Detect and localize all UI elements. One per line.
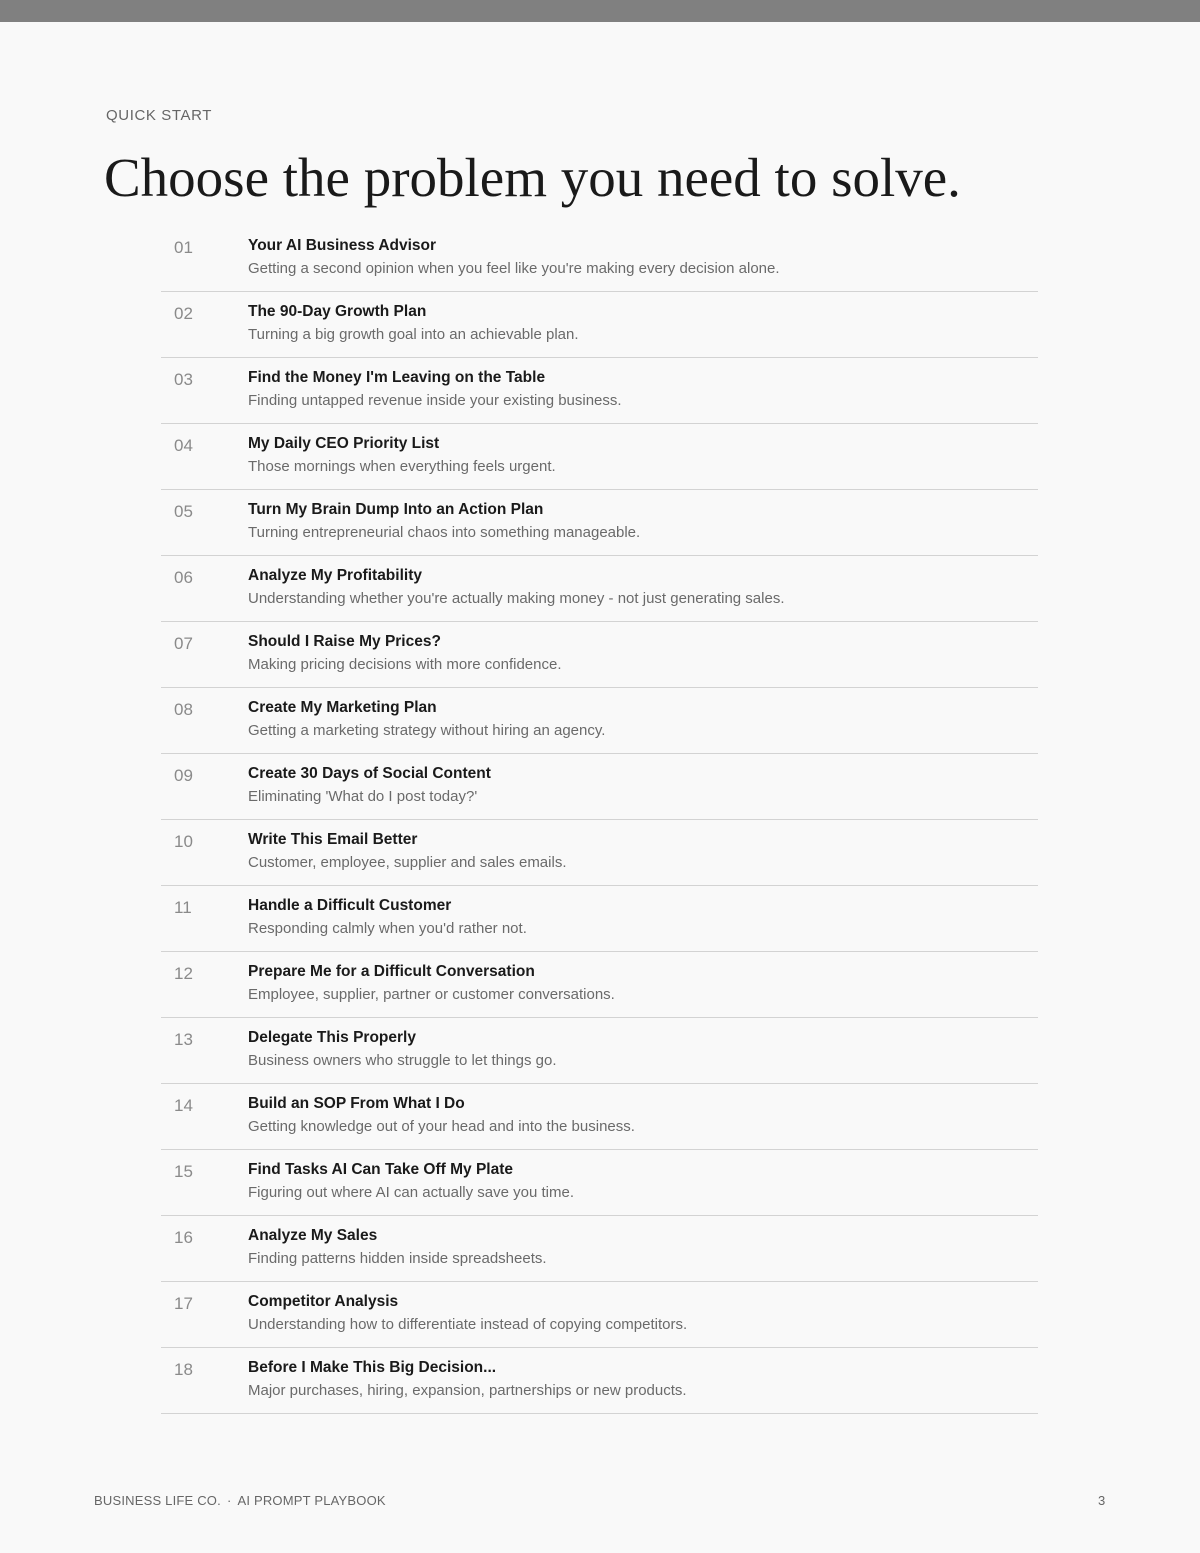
list-item[interactable]	[161, 556, 1038, 622]
item-number: 18	[174, 1360, 193, 1379]
item-title: Create My Marketing Plan	[248, 699, 437, 716]
item-number: 02	[174, 304, 193, 323]
list-item[interactable]	[161, 358, 1038, 424]
item-description: Figuring out where AI can actually save you time.	[248, 1184, 575, 1201]
item-description: Finding patterns hidden inside spreadsheets.	[248, 1250, 547, 1267]
item-title: Competitor Analysis	[248, 1293, 399, 1310]
list-item[interactable]	[161, 886, 1038, 952]
problem-list	[161, 226, 1038, 1414]
item-description: Getting a second opinion when you feel like you're making every decision alone.	[248, 260, 780, 277]
item-number: 05	[174, 502, 193, 521]
item-number: 12	[174, 964, 193, 983]
item-description: Those mornings when everything feels urgent.	[248, 458, 556, 475]
item-description: Turning entrepreneurial chaos into something manageable.	[248, 524, 641, 541]
item-number: 16	[174, 1228, 193, 1247]
page-title: Choose the problem you need to solve.	[104, 147, 961, 208]
item-description: Making pricing decisions with more confidence.	[248, 656, 562, 673]
list-item[interactable]	[161, 688, 1038, 754]
item-title: My Daily CEO Priority List	[248, 435, 440, 452]
item-number: 15	[174, 1162, 193, 1181]
item-number: 11	[174, 898, 192, 917]
list-item[interactable]	[161, 820, 1038, 886]
item-number: 08	[174, 700, 193, 719]
item-title: Handle a Difficult Customer	[248, 897, 452, 914]
list-item[interactable]	[161, 952, 1038, 1018]
list-item[interactable]	[161, 1018, 1038, 1084]
list-item[interactable]	[161, 1348, 1038, 1414]
item-description: Responding calmly when you'd rather not.	[248, 920, 527, 937]
item-title: Find the Money I'm Leaving on the Table	[248, 369, 546, 386]
list-item[interactable]	[161, 424, 1038, 490]
list-item[interactable]	[161, 1150, 1038, 1216]
item-title: Write This Email Better	[248, 831, 418, 848]
item-description: Eliminating 'What do I post today?'	[248, 788, 478, 805]
footer-brand: BUSINESS LIFE CO.	[94, 1493, 221, 1508]
top-bar	[0, 0, 1200, 22]
item-title: Find Tasks AI Can Take Off My Plate	[248, 1161, 513, 1178]
item-number: 13	[174, 1030, 193, 1049]
item-title: The 90-Day Growth Plan	[248, 303, 427, 320]
item-description: Business owners who struggle to let things go.	[248, 1052, 557, 1069]
item-number: 17	[174, 1294, 193, 1313]
item-description: Finding untapped revenue inside your existing business.	[248, 392, 622, 409]
list-item[interactable]	[161, 622, 1038, 688]
item-title: Should I Raise My Prices?	[248, 633, 441, 650]
item-title: Prepare Me for a Difficult Conversation	[248, 963, 535, 980]
item-number: 04	[174, 436, 193, 455]
item-title: Analyze My Profitability	[248, 567, 422, 584]
item-description: Employee, supplier, partner or customer conversations.	[248, 986, 615, 1003]
item-description: Customer, employee, supplier and sales emails.	[248, 854, 567, 871]
item-number: 06	[174, 568, 193, 587]
page-number: 3	[1098, 1493, 1106, 1508]
item-description: Turning a big growth goal into an achievable plan.	[248, 326, 579, 343]
footer-brand-line	[94, 1493, 386, 1508]
section-eyebrow: QUICK START	[106, 107, 213, 124]
item-number: 10	[174, 832, 193, 851]
list-item[interactable]	[161, 754, 1038, 820]
list-item[interactable]	[161, 226, 1038, 292]
item-title: Delegate This Properly	[248, 1029, 416, 1046]
list-item[interactable]	[161, 1084, 1038, 1150]
item-number: 01	[174, 238, 193, 257]
item-title: Build an SOP From What I Do	[248, 1095, 465, 1112]
footer-separator: ·	[226, 1493, 232, 1508]
item-description: Getting knowledge out of your head and into the business.	[248, 1118, 635, 1135]
item-title: Your AI Business Advisor	[248, 237, 437, 254]
item-description: Understanding whether you're actually making money - not just generating sales.	[248, 590, 785, 607]
item-description: Understanding how to differentiate instead of copying competitors.	[248, 1316, 688, 1333]
item-number: 03	[174, 370, 193, 389]
item-description: Major purchases, hiring, expansion, partnerships or new products.	[248, 1382, 687, 1399]
item-number: 07	[174, 634, 193, 653]
item-title: Before I Make This Big Decision...	[248, 1359, 497, 1376]
item-number: 14	[174, 1096, 193, 1115]
item-title: Turn My Brain Dump Into an Action Plan	[248, 501, 544, 518]
list-item[interactable]	[161, 1282, 1038, 1348]
item-number: 09	[174, 766, 193, 785]
item-title: Create 30 Days of Social Content	[248, 765, 491, 782]
footer-publication: AI PROMPT PLAYBOOK	[237, 1493, 386, 1508]
list-item[interactable]	[161, 292, 1038, 358]
item-description: Getting a marketing strategy without hiring an agency.	[248, 722, 606, 739]
item-title: Analyze My Sales	[248, 1227, 378, 1244]
list-item[interactable]	[161, 490, 1038, 556]
list-item[interactable]	[161, 1216, 1038, 1282]
